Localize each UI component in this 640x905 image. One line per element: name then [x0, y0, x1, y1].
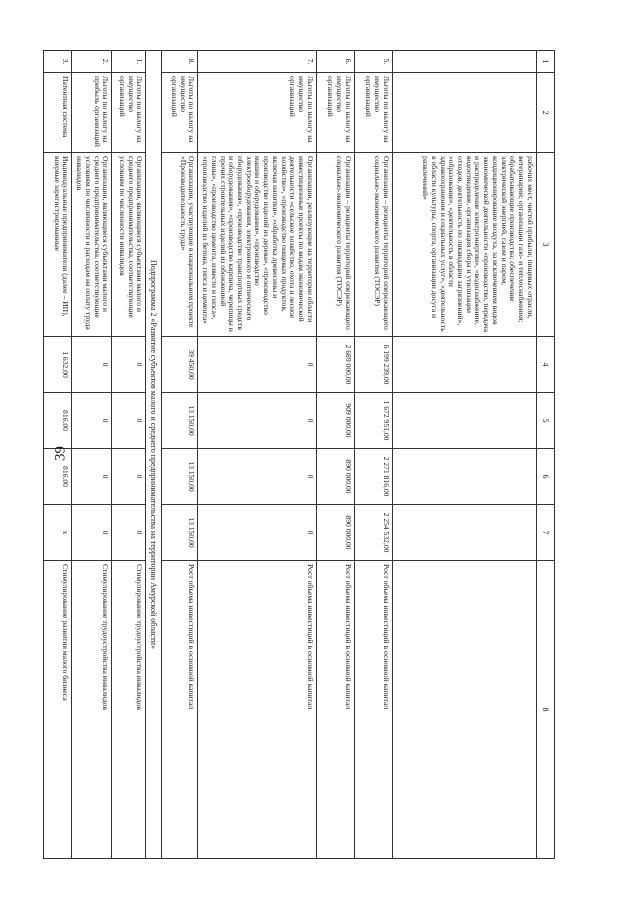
goal-cell: Стимулирование трудоустройства инвалидов [72, 561, 112, 859]
header-cell: 4 [536, 337, 554, 393]
value-cell: 2 271 816,00 [354, 449, 392, 505]
value-cell: 1 632,00 [44, 337, 72, 393]
value-cell: 1 672 951,00 [354, 393, 392, 449]
header-cell: 5 [536, 393, 554, 449]
header-cell: 3 [536, 153, 554, 337]
value-cell: 816,00 [44, 393, 72, 449]
table-row [162, 51, 198, 859]
row-description: Организации – резиденты территорий опережающего социально-экономического развития (ТОСЭР) [354, 153, 392, 337]
empty-cell [392, 73, 536, 153]
benefit-type: Льготы по налогу на имущество организаций [162, 73, 198, 153]
value-cell: 13 150,00 [162, 393, 198, 449]
benefit-type: Льготы по налогу на имущество организаций [316, 73, 354, 153]
header-cell: 2 [536, 73, 554, 153]
goal-cell: Рост объема инвестиций в основной капитал [198, 561, 316, 859]
row-number: 7. [198, 51, 316, 73]
table-row [112, 51, 146, 859]
row-number: 3. [44, 51, 72, 73]
tax-benefits-table [43, 50, 555, 859]
value-cell: 890 000,00 [316, 505, 354, 561]
value-cell: 0 [198, 393, 316, 449]
row-description: Организации, являющиеся субъектами малого и среднего предпринимательства, соответствующие условиям по численности и расходам на оплату труда инвалидов [72, 153, 112, 337]
goal-cell: Стимулирование развития малого бизнеса [44, 561, 72, 859]
table-row [392, 51, 536, 859]
subprogram-title: Подпрограмма 2 «Развитие субъектов малого и среднего предпринимательства на территории Амурской области» [146, 51, 162, 859]
empty-cell [392, 393, 536, 449]
header-cell: 7 [536, 505, 554, 561]
value-cell: 13 150,00 [162, 449, 198, 505]
value-cell: 0 [112, 337, 146, 393]
header-cell: 1 [536, 51, 554, 73]
benefit-type: Льготы по налогу на прибыль организаций [72, 73, 112, 153]
empty-cell [392, 449, 536, 505]
value-cell: х [44, 505, 72, 561]
row-description: Организации – резиденты территорий опережающего социально-экономического развития (ТОСЭР) [316, 153, 354, 337]
table-row [354, 51, 392, 859]
value-cell: 0 [72, 393, 112, 449]
goal-cell: Рост объема инвестиций в основной капитал [354, 561, 392, 859]
goal-cell: Стимулирование трудоустройства инвалидов [112, 561, 146, 859]
benefit-type: Льготы по налогу на имущество организаций [112, 73, 146, 153]
header-cell: 8 [536, 561, 554, 859]
empty-cell [392, 561, 536, 859]
value-cell: 39 450,00 [162, 337, 198, 393]
row-number: 8. [162, 51, 198, 73]
value-cell: 0 [198, 505, 316, 561]
value-cell: 2 254 532,00 [354, 505, 392, 561]
row-number: 5. [354, 51, 392, 73]
value-cell: 0 [198, 337, 316, 393]
table-row [198, 51, 316, 859]
value-cell: 0 [72, 337, 112, 393]
table-row [72, 51, 112, 859]
value-cell: 6 199 239,00 [354, 337, 392, 393]
table-row [316, 51, 354, 859]
value-cell: 2 689 000,00 [316, 337, 354, 393]
table-row [44, 51, 72, 859]
empty-cell [392, 505, 536, 561]
value-cell: 0 [72, 449, 112, 505]
page-number: 39 [52, 446, 69, 461]
row-description: Организации, являющиеся субъектами малого и среднего предпринимательства, соответствующие условиям по численности инвалидов [112, 153, 146, 337]
row-number: 2. [72, 51, 112, 73]
benefit-type: Патентная система [44, 73, 72, 153]
row-description: Индивидуальные предприниматели (далее – ИП), впервые зарегистрированные [44, 153, 72, 337]
goal-cell: Рост объема инвестиций в основной капитал [316, 561, 354, 859]
row-number: 6. [316, 51, 354, 73]
header-row [536, 51, 554, 859]
row-description: Организации, реализующие на территории области инвестиционные проекты по видам экономической деятельности «сельское хозяйство, охота и лесное хозяйство», «производство пищевых продуктов, включая напитки», «обработка древесины и производство изделий из дерева», «производство машин и оборудования», «производство электрооборудования, электронного и оптического оборудования», «производство транспортных средств и оборудования», «производство кирпича, черепицы и прочих строительных изделий из обожженной глины», «производство цемента, извести и гипса», «производство изделий из бетона, гипса и цемента» [198, 153, 316, 337]
empty-cell [392, 337, 536, 393]
value-cell: 0 [72, 505, 112, 561]
benefit-type: Льготы по налогу на имущество организаций [354, 73, 392, 153]
rotated-table-container [52, 50, 555, 858]
header-cell: 6 [536, 449, 554, 505]
row-description: Организации, участвующие в национальном проекте «Производительность труда» [162, 153, 198, 337]
value-cell: 890 000,00 [316, 449, 354, 505]
value-cell: 816,00 [44, 449, 72, 505]
value-cell: 13 150,00 [162, 505, 198, 561]
row-number: 1. [112, 51, 146, 73]
goal-cell: Рост объема инвестиций в основной капитал [162, 561, 198, 859]
value-cell: 0 [198, 449, 316, 505]
value-cell: 0 [112, 393, 146, 449]
benefit-type: Льготы по налогу на имущество организаций [198, 73, 316, 153]
row-description: рабочих мест, чистой прибыли; пищевых отрасли, ветеринарии; организации газо- и теплоснабжения; обрабатывающие производства; обеспечение электрической энергией, газом и паром, кондиционирование воздуха, за исключением видов экономической деятельности «производство, передача и распределение электроэнергии», «водоснабжение, водоотведение, организация сбора и утилизации отходов, деятельность по ликвидации загрязнений», «образование», «деятельность в области здравоохранения и социальных услуг», «деятельность в области культуры, спорта, организации досуга и развлечений» [392, 153, 536, 337]
value-cell: 909 000,00 [316, 393, 354, 449]
empty-cell [392, 51, 536, 73]
value-cell: 0 [112, 505, 146, 561]
value-cell: 0 [112, 449, 146, 505]
subprogram-row [146, 51, 162, 859]
